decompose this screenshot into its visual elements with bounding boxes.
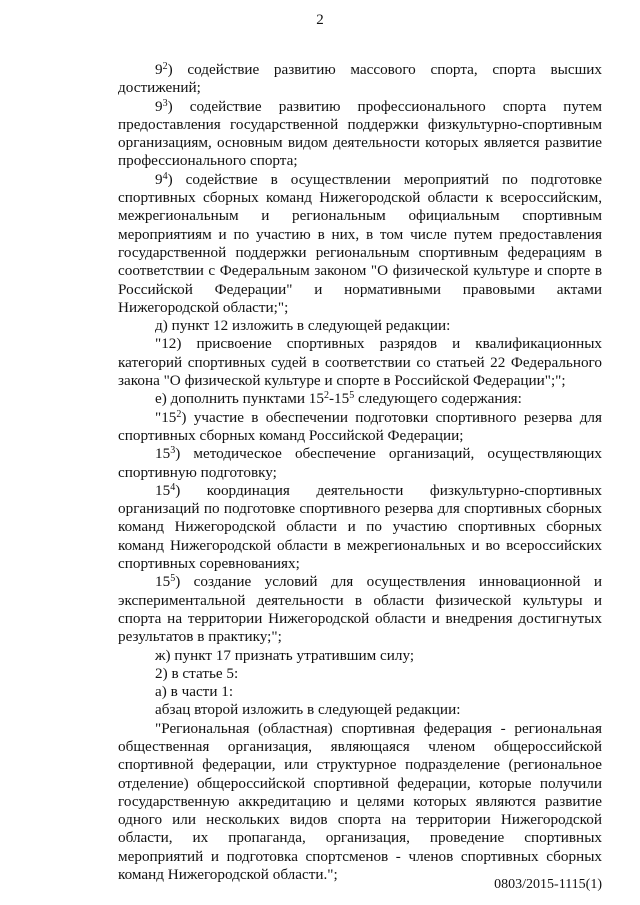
item-superscript: 4 bbox=[170, 481, 176, 493]
paragraph-article-5 bbox=[118, 665, 602, 683]
document-code: 0803/2015-1115(1) bbox=[494, 877, 602, 892]
paragraph-9-4 bbox=[118, 171, 602, 317]
paragraph-text: д) пункт 12 изложить в следующей редакции: bbox=[155, 317, 451, 335]
paragraph-15-3 bbox=[118, 445, 602, 482]
paragraph-text: следующего содержания: bbox=[354, 390, 522, 408]
paragraph-15-4 bbox=[118, 482, 602, 573]
paragraph-text: 2) в статье 5: bbox=[155, 664, 239, 682]
paragraph-text: абзац второй изложить в следующей редакции: bbox=[155, 701, 461, 719]
paragraph-text: "12) присвоение спортивных разрядов и квалификационных категорий спортивных судей в соответствии со статьей 22 Федерального закона "О физической культуре и спорте в Российской Федерации";"; bbox=[118, 335, 602, 390]
item-superscript: 4 bbox=[162, 170, 168, 182]
paragraph-item-d bbox=[118, 317, 602, 335]
item-number: 15 bbox=[155, 573, 171, 591]
paragraph-15-2 bbox=[118, 409, 602, 446]
paragraph-second-abzac bbox=[118, 701, 602, 719]
paragraph-text: ) содействие развитию массового спорта, спорта высших достижений; bbox=[118, 61, 602, 97]
paragraph-9-2 bbox=[118, 61, 602, 98]
item-number: 9 bbox=[155, 97, 163, 115]
item-superscript: 2 bbox=[162, 61, 168, 72]
paragraph-text: ) координация деятельности физкультурно-спортивных организаций по подготовке спортивного резерва для спортивных сборных команд Нижегородской области и по участию спортивных сборных команд Нижегородской области в межрегиональных и во всероссийских спортивных соревнованиях; bbox=[118, 481, 602, 573]
paragraph-item-12 bbox=[118, 335, 602, 390]
paragraph-item-zh bbox=[118, 647, 602, 665]
paragraph-text: -15 bbox=[328, 390, 350, 408]
paragraph-text: ) содействие в осуществлении мероприятий по подготовке спортивных сборных команд Нижегородской области к всероссийским, межрегиональным и региональным официальным спортивным мероприятиям и по участию в них, в том числе путем предоставления государственной поддержки региональным спортивным федерациям в соответствии с Федеральным законом "О физической культуре и спорте в Российской Федерации" и нормативными правовыми актами Нижегородской области;"; bbox=[118, 170, 602, 316]
item-superscript: 2 bbox=[323, 390, 329, 402]
paragraph-text: ) методическое обеспечение организаций, осуществляющих спортивную подготовку; bbox=[118, 445, 602, 481]
paragraph-text: ж) пункт 17 признать утратившим силу; bbox=[155, 646, 415, 664]
paragraph-item-e bbox=[118, 390, 602, 408]
paragraph-text: е) дополнить пунктами 15 bbox=[155, 390, 324, 408]
page-number: 2 bbox=[316, 12, 324, 28]
document-body bbox=[118, 61, 602, 884]
item-superscript: 3 bbox=[170, 445, 176, 457]
item-superscript: 3 bbox=[162, 97, 168, 109]
item-superscript: 5 bbox=[170, 573, 176, 585]
item-superscript: 5 bbox=[349, 390, 355, 402]
paragraph-federation-definition bbox=[118, 720, 602, 885]
paragraph-9-3 bbox=[118, 98, 602, 171]
paragraph-text: ) содействие развитию профессионального спорта путем предоставления государственной поддержки физкультурно-спортивным организациям, основным видом деятельности которых является развитие профессионального спорта; bbox=[118, 97, 602, 170]
paragraph-part-1 bbox=[118, 683, 602, 701]
paragraph-text: а) в части 1: bbox=[155, 683, 234, 701]
item-number: "15 bbox=[155, 408, 177, 426]
paragraph-text: ) создание условий для осуществления инновационной и экспериментальной деятельности в области физической культуры и спорта на территории Нижегородской области и внедрения достигнутых результатов в практику;"; bbox=[118, 573, 602, 646]
item-superscript: 2 bbox=[176, 408, 182, 420]
item-number: 15 bbox=[155, 445, 171, 463]
paragraph-15-5 bbox=[118, 573, 602, 646]
paragraph-text: ) участие в обеспечении подготовки спортивного резерва для спортивных сборных команд Российской Федерации; bbox=[118, 408, 602, 444]
item-number: 9 bbox=[155, 170, 163, 188]
item-number: 15 bbox=[155, 481, 171, 499]
paragraph-text: "Региональная (областная) спортивная федерация - региональная общественная организация, являющаяся членом общероссийской спортивной федерации, или структурное подразделение (региональное отделение) общероссийской спортивной федерации, которые получили государственную аккредитацию и целями которых являются развитие одного или нескольких видов спорта на территории Нижегородской области, их пропаганда, организация, проведение спортивных мероприятий и подготовка спортсменов - членов спортивных сборных команд Нижегородской области."; bbox=[118, 719, 602, 884]
item-number: 9 bbox=[155, 61, 163, 78]
